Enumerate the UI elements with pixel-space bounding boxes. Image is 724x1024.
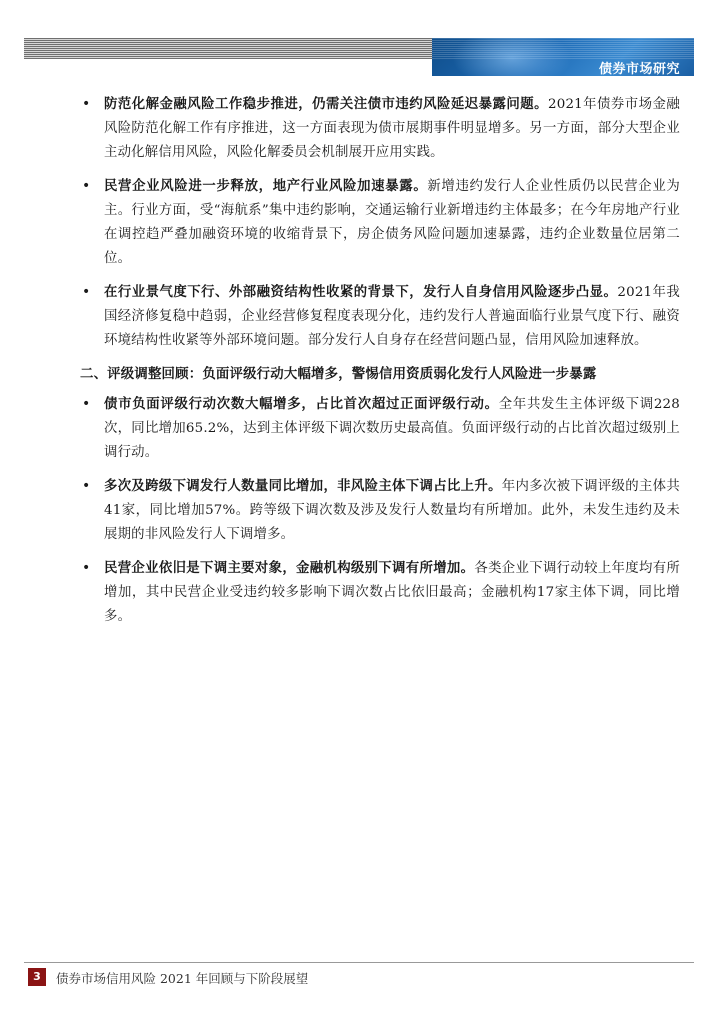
bullet-paragraph xyxy=(104,174,680,271)
bullet-body: 新增违约发行人企业性质仍以民营企业为主。行业方面，受“海航系”集中违约影响，交通运输行业新增违约主体最多；在今年房地产行业在调控趋严叠加融资环境的收缩背景下，房企债务风险问题加速暴露，违约企业数量位居第二位。 xyxy=(104,179,680,266)
section-heading: 二、评级调整回顾：负面评级行动大幅增多，警惕信用资质弱化发行人风险进一步暴露 xyxy=(80,366,597,382)
bullet-lead: 防范化解金融风险工作稳步推进，仍需关注债市违约风险延迟暴露问题。 xyxy=(104,96,548,112)
header-badge xyxy=(432,38,694,76)
header-stripe-band xyxy=(24,38,432,59)
bullet-lead: 民营企业风险进一步释放，地产行业风险加速暴露。 xyxy=(104,178,428,194)
bullet-item xyxy=(80,556,680,629)
bullet-item xyxy=(80,92,680,165)
bullet-body: 2021年债券市场金融风险防范化解工作有序推进，这一方面表现为债市展期事件明显增多。另一方面，部分大型企业主动化解信用风险，风险化解委员会机制展开应用实践。 xyxy=(104,97,681,160)
bullet-body: 年内多次被下调评级的主体共41家，同比增加57%。跨等级下调次数及涉及发行人数量均有所增加。此外，未发生违约及未展期的非风险发行人下调增多。 xyxy=(104,479,680,542)
header-title: 债券市场研究 xyxy=(598,62,680,76)
bullet-paragraph xyxy=(104,474,680,547)
bullet-icon: • xyxy=(82,560,91,576)
footer-divider xyxy=(24,962,694,963)
bullet-body: 全年共发生主体评级下调228次，同比增加65.2%，达到主体评级下调次数历史最高值。负面评级行动的占比首次超过级别上调行动。 xyxy=(104,397,680,460)
main-content xyxy=(80,92,680,638)
bullet-icon: • xyxy=(82,284,91,300)
bullet-item xyxy=(80,280,680,353)
bullet-icon: • xyxy=(82,178,91,194)
bullet-lead: 在行业景气度下行、外部融资结构性收紧的背景下，发行人自身信用风险逐步凸显。 xyxy=(104,284,618,300)
header-badge-glow xyxy=(452,38,572,76)
bullet-paragraph xyxy=(104,392,680,465)
bullet-lead: 债市负面评级行动次数大幅增多，占比首次超过正面评级行动。 xyxy=(104,396,499,412)
footer-title: 债券市场信用风险 2021 年回顾与下阶段展望 xyxy=(56,971,309,986)
bullet-body: 2021年我国经济修复稳中趋弱，企业经营修复程度表现分化，违约发行人普遍面临行业景气度下行、融资环境结构性收紧等外部环境问题。部分发行人自身存在经营问题凸显，信用风险加速释放。 xyxy=(104,285,681,348)
bullet-item xyxy=(80,174,680,271)
bullet-icon: • xyxy=(82,396,91,412)
bullet-body: 各类企业下调行动较上年度均有所增加，其中民营企业受违约较多影响下调次数占比依旧最高；金融机构17家主体下调，同比增多。 xyxy=(104,561,681,624)
bullet-icon: • xyxy=(82,96,91,112)
bullet-lead: 民营企业依旧是下调主要对象，金融机构级别下调有所增加。 xyxy=(104,560,475,576)
bullet-item xyxy=(80,474,680,547)
page-number: 3 xyxy=(28,968,46,986)
bullet-lead: 多次及跨级下调发行人数量同比增加，非风险主体下调占比上升。 xyxy=(104,478,502,494)
bullet-paragraph xyxy=(104,556,680,629)
bullet-item xyxy=(80,392,680,465)
bullet-paragraph xyxy=(104,280,680,353)
bullet-icon: • xyxy=(82,478,91,494)
bullet-paragraph xyxy=(104,92,680,165)
